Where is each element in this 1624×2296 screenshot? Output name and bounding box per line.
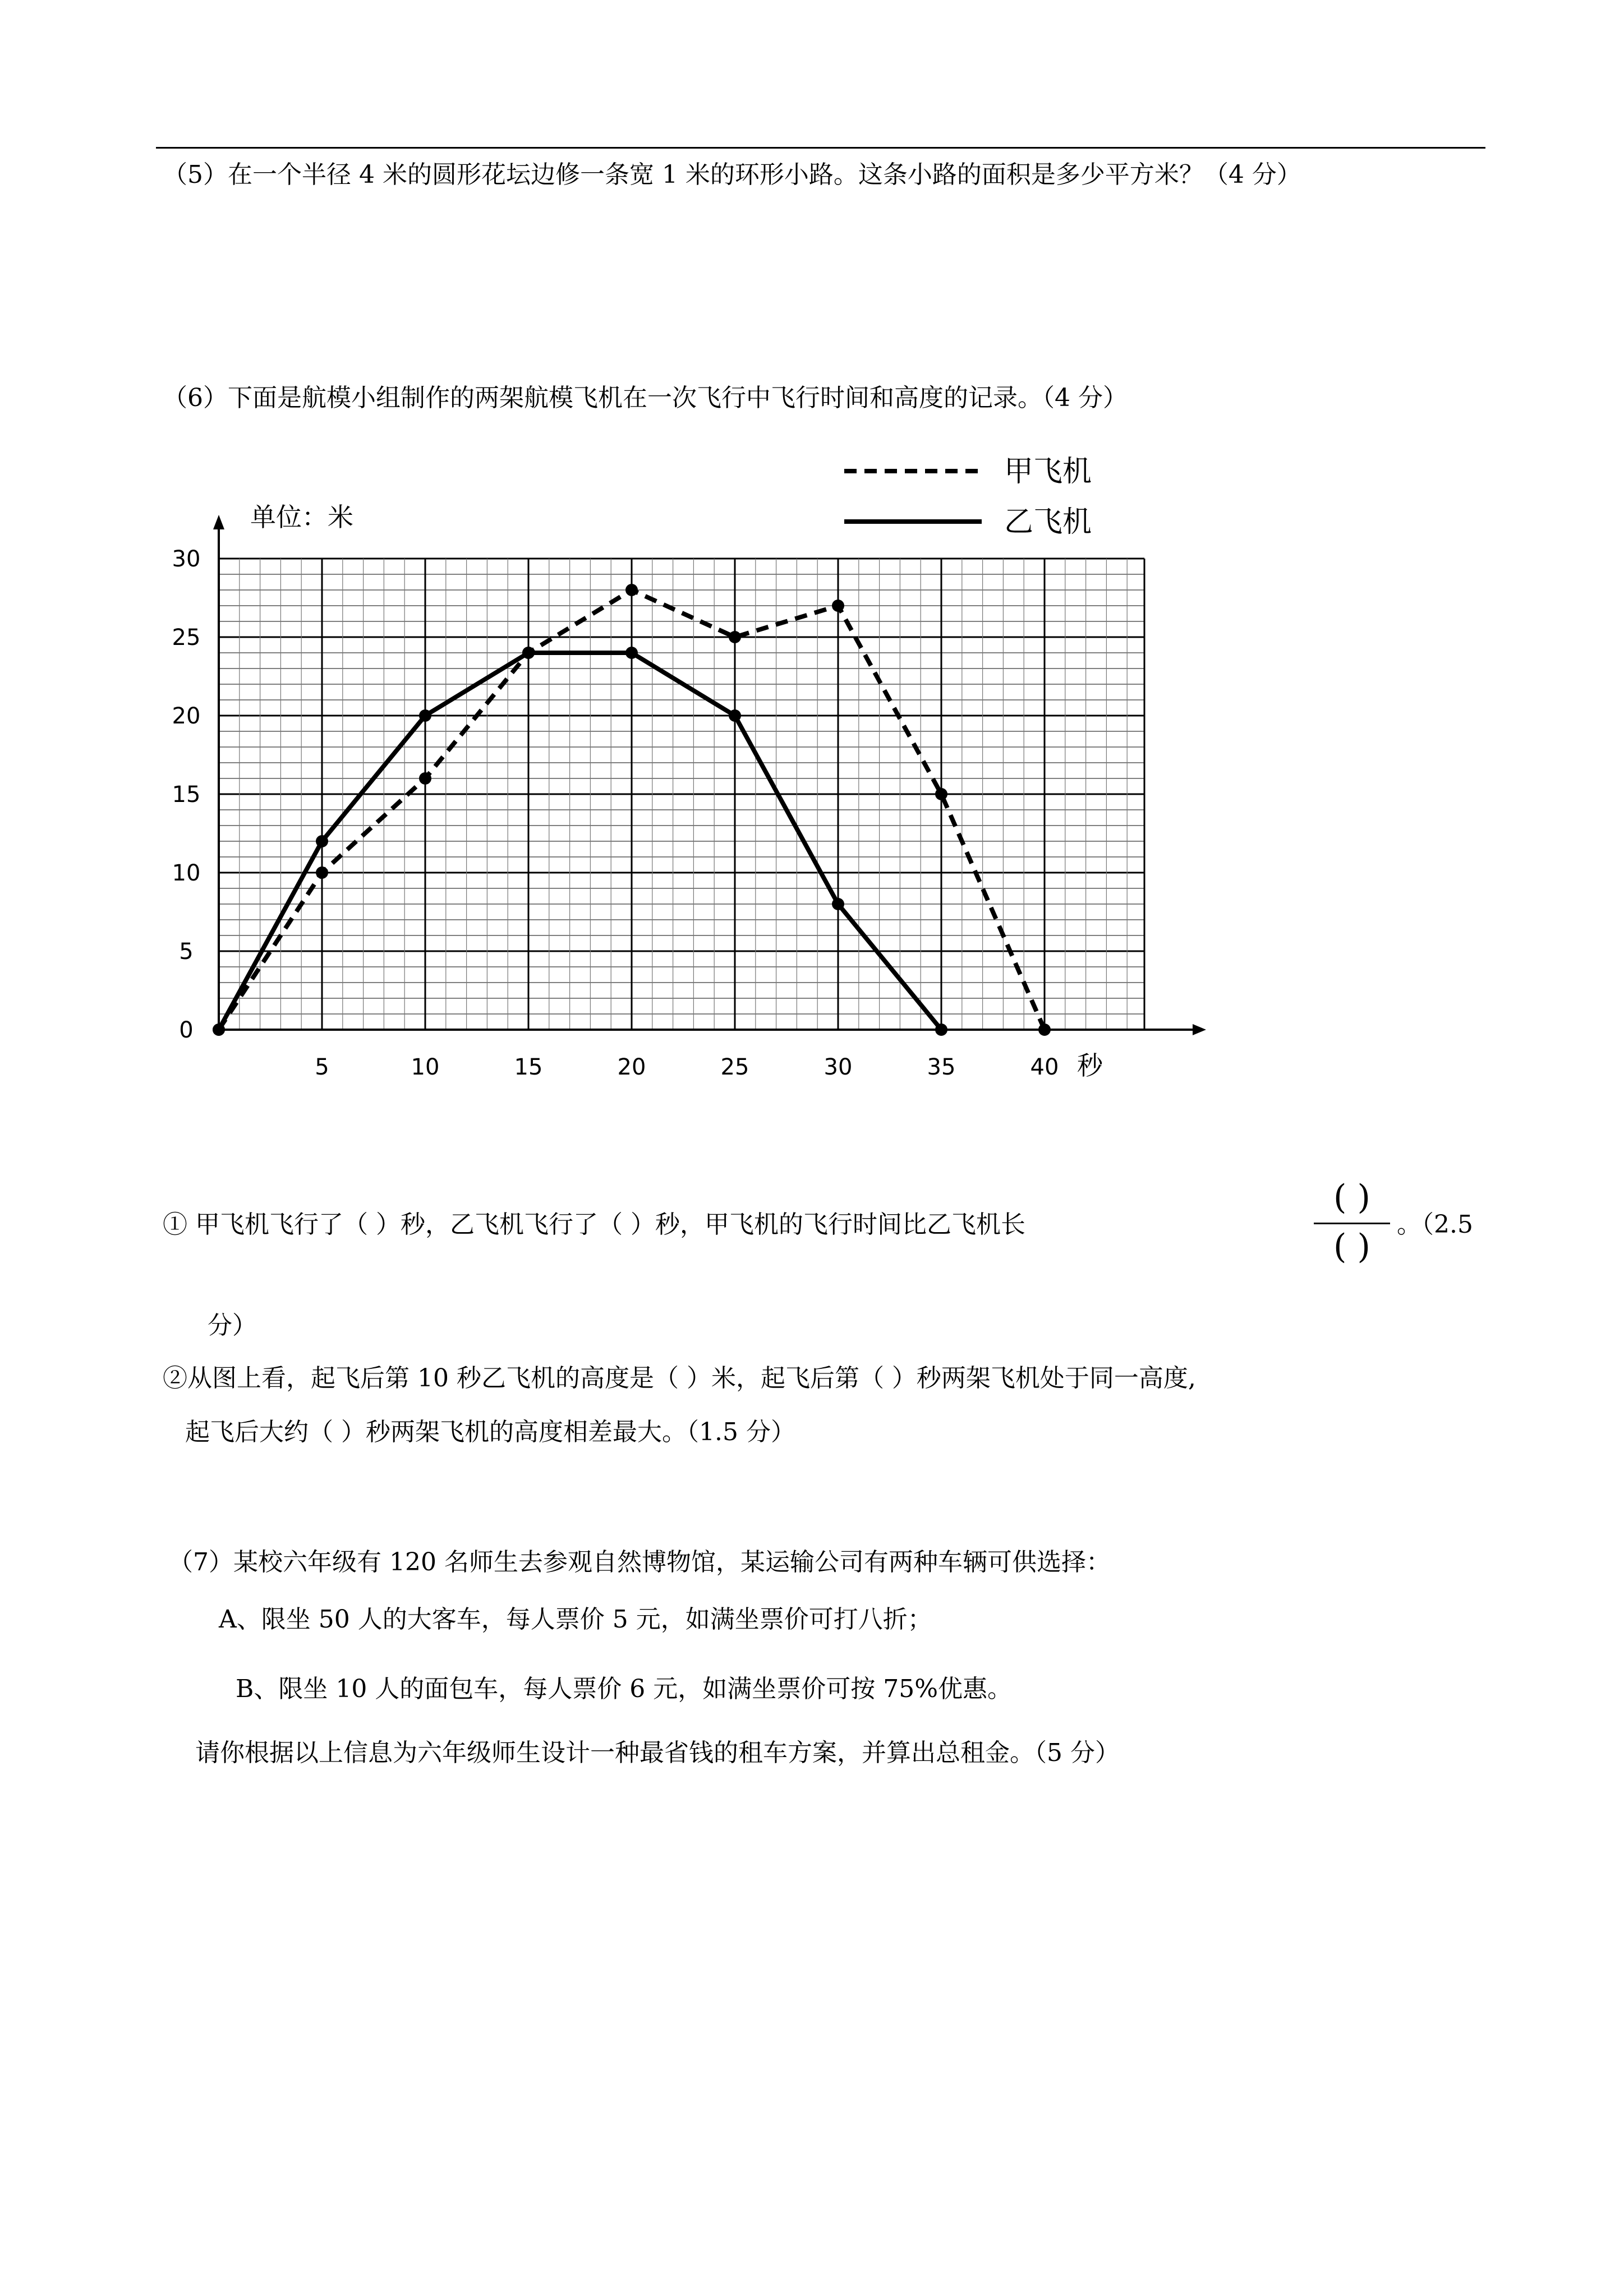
y-axis-label: 单位：米 [250,502,353,532]
data-point [729,631,741,643]
data-point [419,772,431,785]
data-point [625,584,638,596]
x-tick-label: 25 [720,1054,749,1080]
legend-label: 甲飞机 [1004,455,1092,488]
x-tick-label: 10 [411,1054,440,1080]
x-tick-label: 15 [514,1054,543,1080]
data-point [316,835,328,847]
question-7-option-b: B、限坐 10 人的面包车，每人票价 6 元，如满坐票价可按 75%优惠。 [236,1675,1013,1703]
x-axis-arrow [1193,1024,1206,1035]
legend-label: 乙飞机 [1004,505,1092,539]
data-point [213,1023,225,1036]
question-7-option-a: A、限坐 50 人的大客车，每人票价 5 元，如满坐票价可打八折； [219,1605,932,1634]
y-tick-label: 0 [179,1017,194,1043]
question-6-intro: （6）下面是航模小组制作的两架航模飞机在一次飞行中飞行时间和高度的记录。（4 分） [163,384,1128,412]
y-tick-label: 10 [172,860,201,886]
fraction-bar [1314,1223,1390,1224]
data-point [935,788,947,800]
x-axis-label: 秒 [1076,1050,1103,1081]
flight-line-chart [146,437,1234,1122]
y-tick-label: 30 [172,546,201,572]
y-tick-label: 5 [179,939,194,965]
y-axis-arrow [213,515,224,529]
data-point [935,1023,947,1036]
x-tick-label: 40 [1030,1054,1059,1080]
question-6-sub1: ① 甲飞机飞行了（ ）秒，乙飞机飞行了（ ）秒，甲飞机的飞行时间比乙飞机长 [163,1210,1025,1239]
x-tick-label: 30 [823,1054,853,1080]
question-6-sub2-cont: 起飞后大约（ ）秒两架飞机的高度相差最大。（1.5 分） [185,1418,795,1446]
fraction-numerator: ( ) [1333,1178,1370,1217]
blank-fraction [1307,1178,1397,1267]
data-point [832,898,844,910]
question-7-intro: （7）某校六年级有 120 名师生去参观自然博物馆，某运输公司有两种车辆可供选择： [168,1548,1111,1576]
question-6-sub2: ②从图上看，起飞后第 10 秒乙飞机的高度是（ ）米，起飞后第（ ）秒两架飞机处于同一高度, [163,1364,1196,1393]
x-tick-label: 5 [315,1054,329,1080]
question-7-ask: 请你根据以上信息为六年级师生设计一种最省钱的租车方案，并算出总租金。（5 分） [195,1739,1120,1767]
fraction-denominator: ( ) [1333,1227,1370,1266]
data-point [316,866,328,879]
y-tick-label: 25 [172,625,201,651]
question-5: （5）在一个半径 4 米的圆形花坛边修一条宽 1 米的环形小路。这条小路的面积是多少平方米？（4 分） [163,160,1301,189]
x-tick-label: 20 [617,1054,646,1080]
data-point [1038,1023,1051,1036]
data-point [625,647,638,659]
y-tick-label: 20 [172,703,201,729]
x-tick-label: 35 [927,1054,956,1080]
header-rule [156,147,1485,149]
data-point [522,647,535,659]
data-point [832,600,844,612]
y-tick-label: 15 [172,782,201,808]
question-6-sub1-score: 。（2.5 [1397,1210,1473,1239]
data-point [419,709,431,722]
data-point [729,709,741,722]
question-6-sub1-score-tail: 分） [208,1311,257,1340]
